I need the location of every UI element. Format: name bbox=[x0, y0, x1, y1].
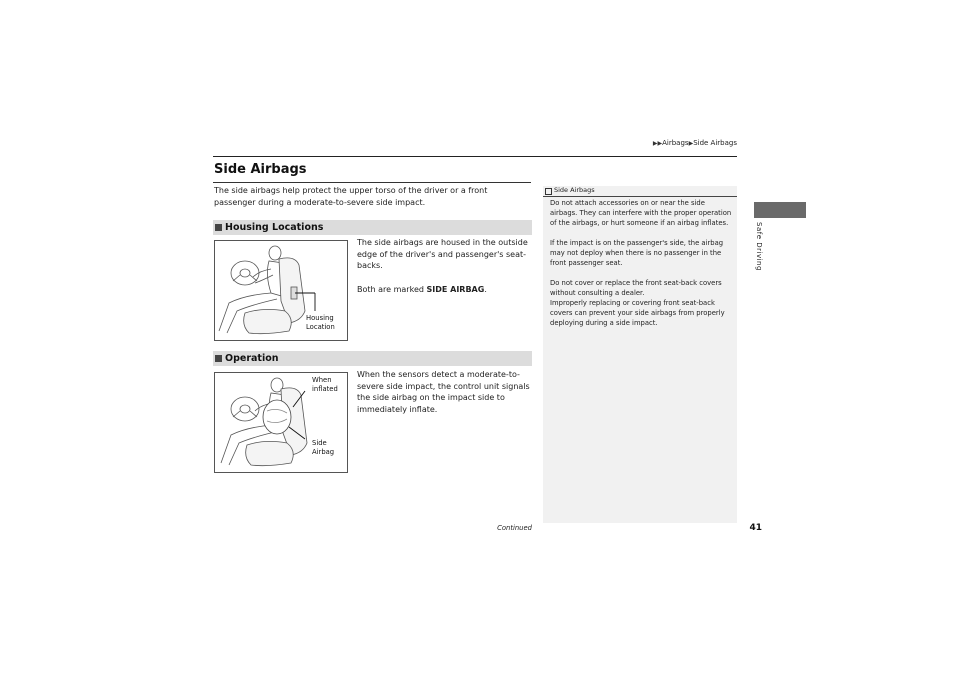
breadcrumb bbox=[560, 139, 737, 147]
section-heading-label: Operation bbox=[225, 353, 279, 364]
sidebar-note-3: Do not cover or replace the front seat-back covers without consulting a dealer. bbox=[550, 279, 722, 297]
operation-paragraph: When the sensors detect a moderate-to-severe side impact, the control unit signals the side airbag on the impact side to immediately inflate. bbox=[357, 370, 530, 414]
sidebar-heading-label: Side Airbags bbox=[554, 186, 595, 194]
page-number: 41 bbox=[749, 523, 762, 533]
chapter-label: Safe Driving bbox=[755, 222, 763, 271]
callout-when-inflated: When inflated bbox=[312, 376, 338, 393]
title-divider bbox=[213, 182, 531, 183]
intro-paragraph: The side airbags help protect the upper torso of the driver or a front passenger during a moderate-to-severe side impact. bbox=[214, 186, 488, 207]
square-bullet-icon bbox=[215, 224, 222, 231]
sidebar-note-4: Improperly replacing or covering front seat-back covers can prevent your side airbags from properly deploying during a side impact. bbox=[550, 299, 725, 327]
sidebar-divider bbox=[543, 196, 737, 197]
section-heading-label: Housing Locations bbox=[225, 222, 324, 233]
callout-housing-location: Housing Location bbox=[306, 314, 335, 331]
section-heading-operation bbox=[213, 351, 532, 366]
side-airbag-marking: SIDE AIRBAG bbox=[426, 285, 485, 294]
housing-paragraph-2: Both are marked SIDE AIRBAG. bbox=[357, 285, 487, 294]
illustration-housing-location bbox=[214, 240, 348, 341]
arrow-icon: ▶ bbox=[688, 140, 694, 147]
callout-side-airbag: Side Airbag bbox=[312, 439, 335, 456]
sidebar-note-2: If the impact is on the passenger's side, the airbag may not deploy when there is no passenger in the front passenger seat. bbox=[550, 239, 724, 267]
note-icon bbox=[545, 188, 552, 195]
section-heading-housing bbox=[213, 220, 532, 235]
square-bullet-icon bbox=[215, 355, 222, 362]
housing-paragraph-1: The side airbags are housed in the outside edge of the driver's and passenger's seat-backs. bbox=[357, 238, 528, 270]
sidebar-notes-panel bbox=[543, 186, 737, 523]
page-title: Side Airbags bbox=[214, 162, 307, 177]
chapter-tab[interactable] bbox=[754, 202, 806, 218]
breadcrumb-item-airbags[interactable]: Airbags bbox=[662, 139, 689, 147]
continued-label: Continued bbox=[497, 524, 532, 532]
double-arrow-icon: ▶▶ bbox=[652, 140, 663, 147]
header-divider bbox=[213, 156, 737, 157]
illustration-airbag-operation bbox=[214, 372, 348, 473]
breadcrumb-item-side-airbags[interactable]: Side Airbags bbox=[693, 139, 737, 147]
sidebar-note-1: Do not attach accessories on or near the side airbags. They can interfere with the proper operation of the airbags, or hurt someone if an airbag inflates. bbox=[550, 199, 732, 227]
